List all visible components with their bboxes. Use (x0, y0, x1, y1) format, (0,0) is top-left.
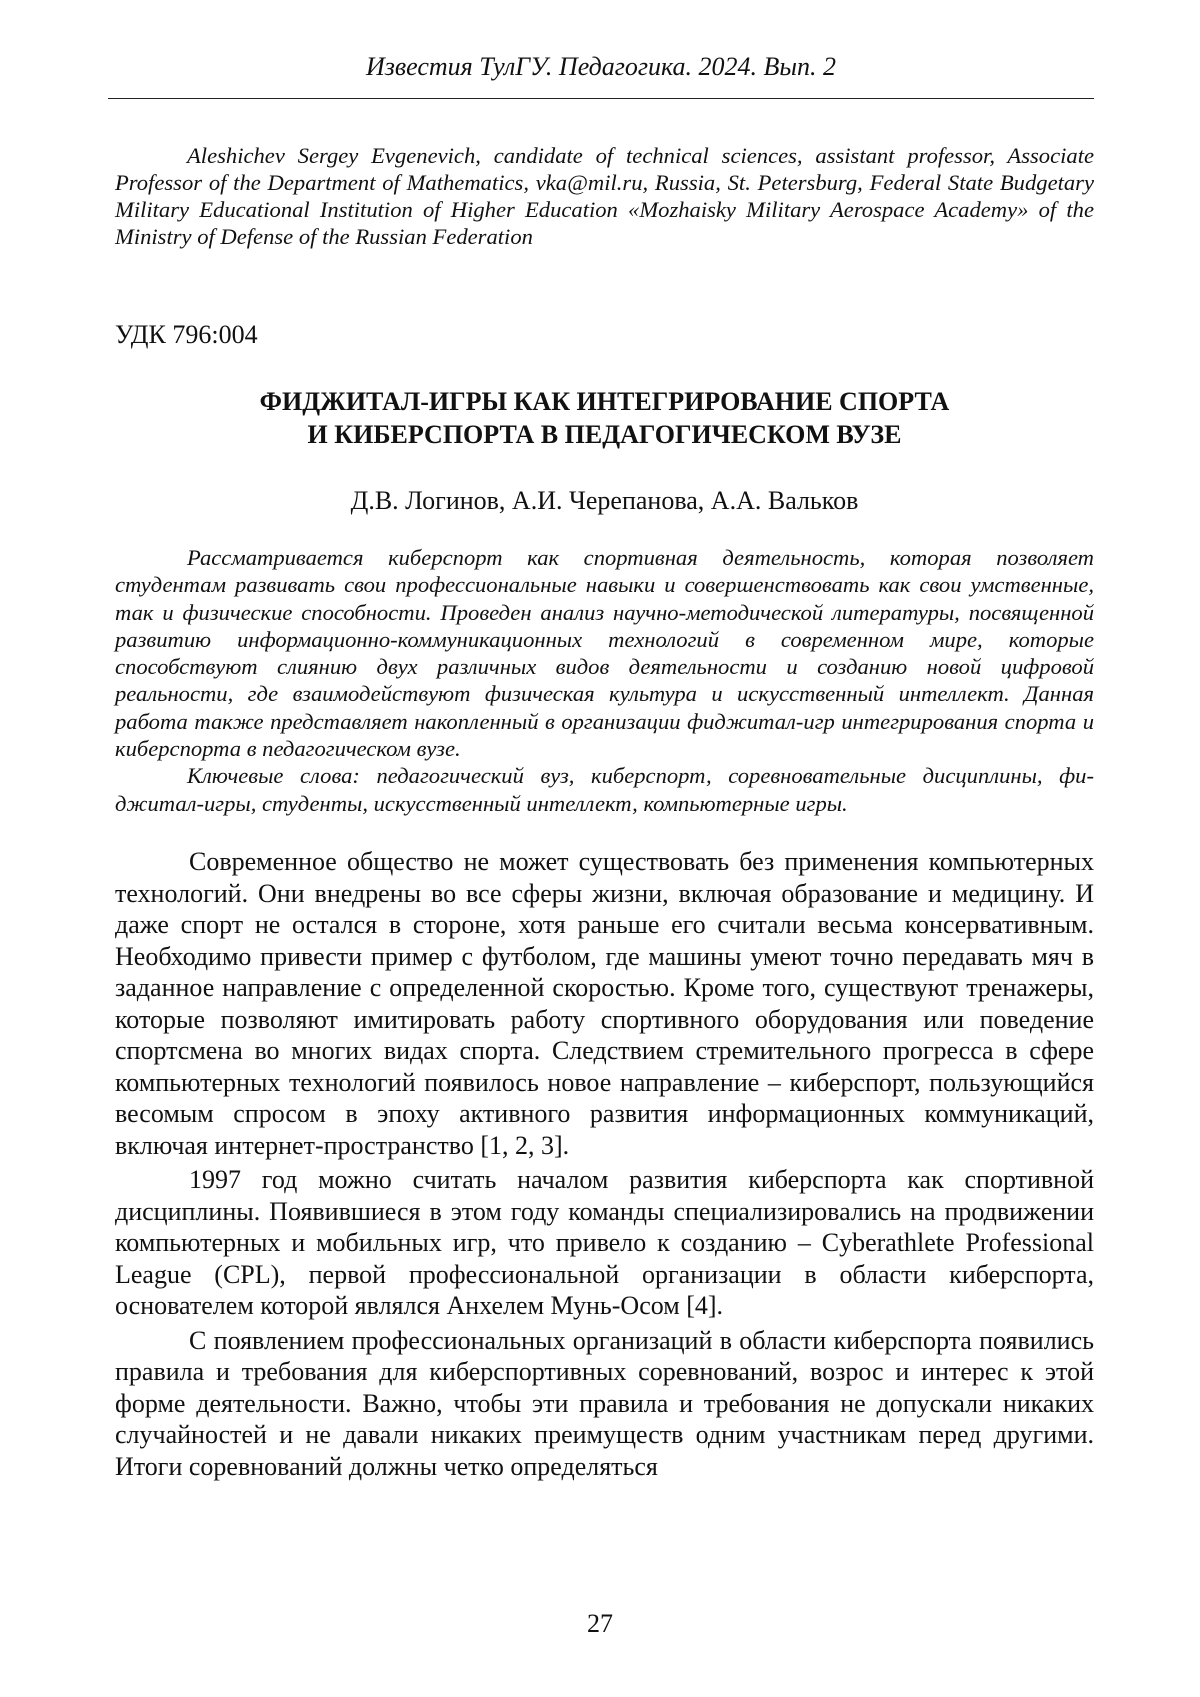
journal-page (0, 0, 1200, 1697)
header-rule (108, 98, 1094, 99)
body-paragraph: С появлением профессиональных организаций в области киберспорта по­явились правила и требования для киберспортивных соревнований, возрос и интерес к этой форме деятельности. Важно, чтобы эти правила и требования не допускали никаких случайностей и не давали никаких преимуществ одним участникам перед другими. Итоги соревнований должны четко определяться (115, 1325, 1094, 1483)
body-paragraph: Современное общество не может существовать без применения компью­терных технологий. Они внедрены во все сферы жизни, включая образование и медицину. И даже спорт не остался в стороне, хотя раньше его считали весьма консервативным. Необходимо привести пример с футболом, где машины умеют точно передавать мяч в заданное направление с определенной скоростью. Кро­ме того, существуют тренажеры, которые позволяют имитировать работу спор­тивного оборудования или поведение спортсмена во многих видах спорта. Следствием стремительного прогресса в сфере компьютерных технологий по­явилось новое направление – киберспорт, пользующийся весомым спросом в эпоху активного развития информационных коммуникаций, включая интернет-пространство [1, 2, 3]. (115, 846, 1094, 1161)
body-text (115, 846, 1094, 1485)
article-authors: Д.В. Логинов, А.И. Черепанова, А.А. Вальков (115, 486, 1094, 516)
article-title-line-2: И КИБЕРСПОРТА В ПЕДАГОГИЧЕСКОМ ВУЗЕ (115, 418, 1094, 451)
abstract-text: Рассматривается киберспорт как спортивная деятельность, которая позволяет студентам развивать свои профессиональные навыки и совершенствовать как свои ум­ственные, так и физические способности. Проведен анализ научно-методической литера­туры, посвященной развитию информационно-коммуникационных технологий в современ­ном мире, которые способствуют слиянию двух различных видов деятельности и созданию новой цифровой реальности, где взаимодействуют физическая культура и искусственный интеллект. Данная работа также представляет накопленный в организации фиджитал-игр интегрирования спорта и киберспорта в педагогическом вузе. (115, 544, 1094, 762)
body-paragraph: 1997 год можно считать началом развития киберспорта как спортивной дисциплины. Появившиеся в этом году команды специализировались на про­движении компьютерных и мобильных игр, что привело к созданию – Cyberathlete Professional League (CPL), первой профессиональной организации в области киберспорта, основателем которой являлся Анхелем Мунь-Осом [4]. (115, 1164, 1094, 1322)
abstract (115, 544, 1094, 817)
author-affiliation: Aleshichev Sergey Evgenevich, candidate of technical sciences, assistant professor, Associ­ate Professor of the Department of Mathematics, vka@mil.ru, Russia, St. Petersburg, Federal State Budgetary Military Educational Institution of Higher Education «Mozhaisky Military Aerospace Academy» of the Ministry of Defense of the Russian Federation (115, 142, 1094, 250)
article-title-line-1: ФИДЖИТАЛ-ИГРЫ КАК ИНТЕГРИРОВАНИЕ СПОРТА (115, 385, 1094, 418)
page-number: 27 (0, 1609, 1200, 1639)
running-head: Известия ТулГУ. Педагогика. 2024. Вып. 2 (108, 52, 1094, 82)
udk-code: УДК 796:004 (115, 320, 258, 350)
article-title (115, 385, 1094, 451)
keywords: Ключевые слова: педагогический вуз, киберспорт, соревновательные дисциплины, фи­джитал-игры, студенты, искусственный интеллект, компьютерные игры. (115, 762, 1094, 817)
